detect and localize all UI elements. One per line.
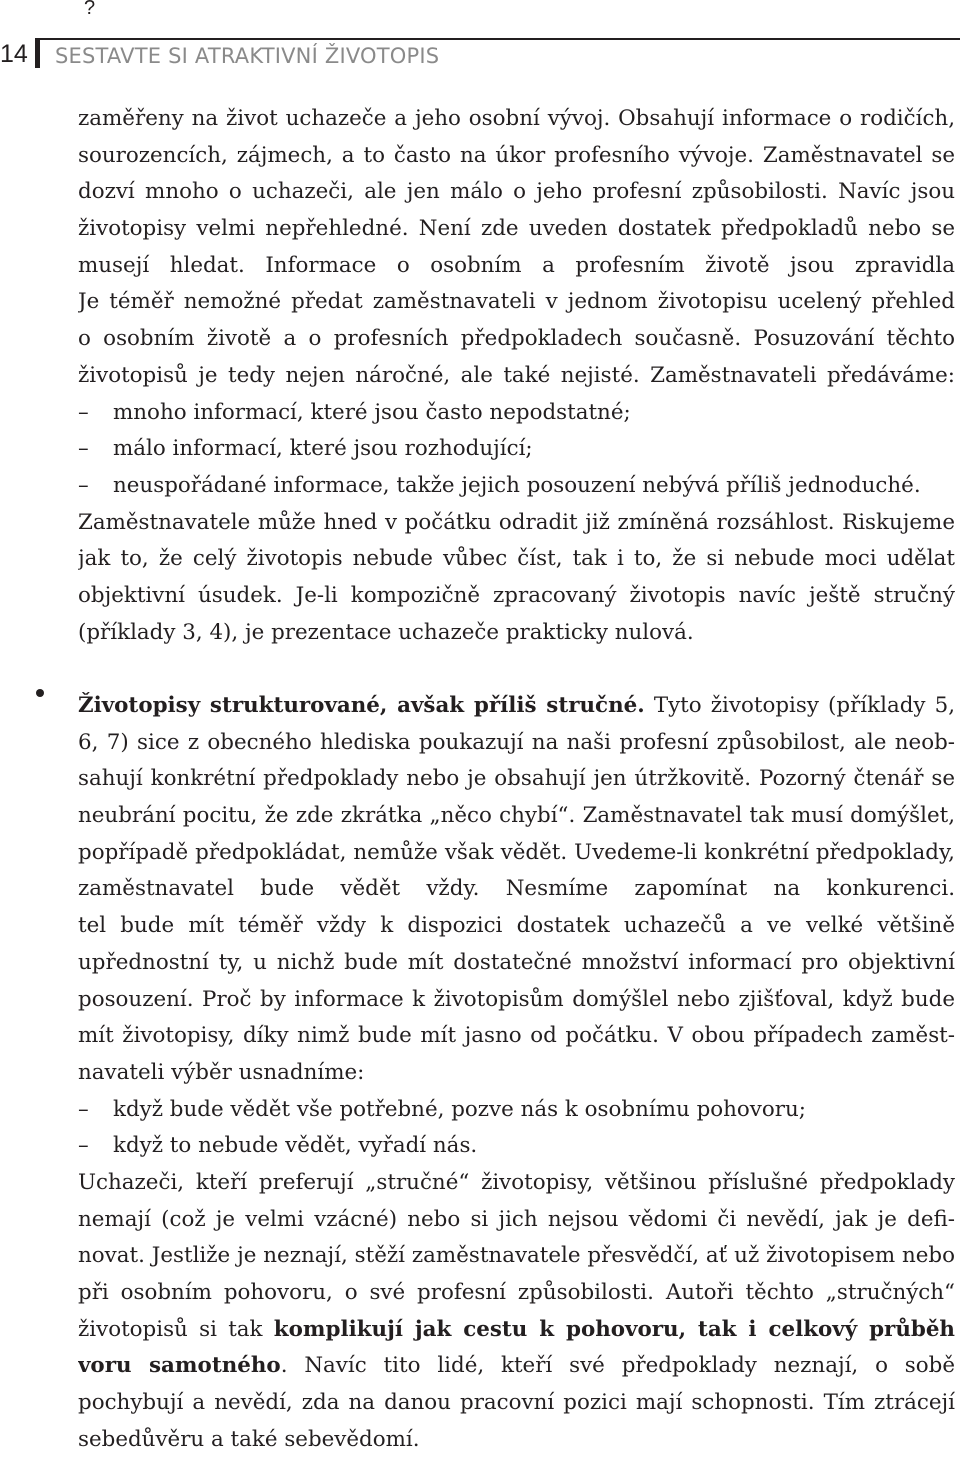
text-line: sebedůvěru a také sebevědomí. [78, 1426, 420, 1452]
text-line: Zaměstnavatele může hned v počátku odradit již zmíněná rozsáhlost. Riskujeme [78, 509, 955, 535]
text-line: voru samotného. Navíc tito lidé, kteří své předpoklady neznají, o sobě [78, 1353, 955, 1379]
text-line: při osobním pohovoru, o své profesní způsobilosti. Autoři těchto „stručných“ [78, 1280, 955, 1305]
header-bar [35, 38, 40, 68]
text-line: 6, 7) sice z obecného hlediska poukazují na naši profesní způsobilost, ale neob- [78, 729, 955, 755]
text-line: objektivní úsudek. Je-li kompozičně zpracovaný životopis navíc ještě stručný [78, 582, 955, 608]
list-item [78, 431, 955, 468]
dash-mark: – [78, 1133, 89, 1159]
text-line: nemají (což je velmi vzácné) nebo si jich nejsou vědomi či nevědí, jak je defi- [78, 1206, 955, 1232]
text-line: novat. Jestliže je neznají, stěží zaměstnavatele přesvědčí, ať už životopisem nebo [78, 1243, 955, 1269]
bullet-icon [36, 689, 44, 697]
chapter-title: SESTAVTE SI ATRAKTIVNÍ ŽIVOTOPIS [55, 44, 440, 68]
text-line: životopisy velmi nepřehledné. Není zde uveden dostatek předpokladů nebo se [78, 216, 955, 242]
text-line: posouzení. Proč by informace k životopisům domýšlel nebo zjišťoval, když bude [78, 986, 955, 1012]
list-item [78, 1092, 955, 1129]
dash-mark: – [78, 399, 89, 425]
text-line: musejí hledat. Informace o osobním a profesním životě jsou zpravidla [78, 252, 955, 278]
section-heading-line: Životopisy strukturované, avšak příliš stručné. Tyto životopisy (příklady 5, [78, 693, 955, 718]
text-line: životopisů je tedy nejen náročné, ale také nejisté. Zaměstnavateli předáváme: [78, 362, 955, 388]
list-item-text: málo informací, které jsou rozhodující; [113, 436, 533, 462]
text-line: dozví mnoho o uchazeči, ale jen málo o jeho profesní způsobilosti. Navíc jsou [78, 179, 955, 205]
text-line: navateli výběr usnadníme: [78, 1059, 365, 1085]
text-line: tel bude mít téměř vždy k dispozici dostatek uchazečů a ve velké většině [78, 913, 955, 939]
corner-question-mark: ? [84, 0, 96, 19]
list-item-text: mnoho informací, které jsou často nepodstatné; [113, 399, 631, 425]
list-item [78, 468, 955, 505]
text-line: životopisů si tak komplikují jak cestu k pohovoru, tak i celkový průběh [78, 1312, 955, 1349]
header-rule [35, 38, 960, 40]
text-line: zaměřeny na život uchazeče a jeho osobní vývoj. Obsahují informace o rodičích, [78, 106, 955, 131]
page-header [0, 38, 960, 78]
text-line: o osobním životě a o profesních předpokladech současně. Posuzování těchto [78, 326, 955, 352]
text-line: pochybují a nevědí, zda na danou pracovní pozici mají schopnosti. Tím ztrácejí [78, 1390, 955, 1416]
list-item-text: když to nebude vědět, vyřadí nás. [113, 1133, 478, 1159]
text-line: Je téměř nemožné předat zaměstnavateli v jednom životopisu ucelený přehled [78, 289, 955, 315]
text-line: jak to, že celý životopis nebude vůbec číst, tak i to, že si nebude moci udělat [78, 546, 955, 572]
text-line: sourozencích, zájmech, a to často na úkor profesního vývoje. Zaměstnavatel se [78, 142, 955, 168]
text-line: zaměstnavatel bude vědět vždy. Nesmíme zapomínat na konkurenci. [78, 876, 955, 902]
text-line: neubrání pocitu, že zde zkrátka „něco chybí“. Zaměstnavatel tak musí domýšlet, [78, 803, 955, 829]
list-item [78, 395, 955, 432]
text-line: mít životopisy, díky nimž bude mít jasno od počátku. V obou případech zaměst- [78, 1023, 955, 1049]
list-item-text: když bude vědět vše potřebné, pozve nás k osobnímu pohovoru; [113, 1096, 806, 1122]
dash-mark: – [78, 1096, 89, 1122]
dash-mark: – [78, 436, 89, 462]
text-line: sahují konkrétní předpoklady nebo je obsahují jen útržkovitě. Pozorný čtenář se [78, 766, 955, 792]
bold-phrase: komplikují jak cestu k pohovoru, tak i celkový průběh [273, 1316, 955, 1342]
text-line: (příklady 3, 4), je prezentace uchazeče prakticky nulová. [78, 619, 694, 645]
body-text [78, 101, 955, 1458]
text-line: Uchazeči, kteří preferují „stručné“ životopisy, většinou příslušné předpoklady [78, 1169, 955, 1195]
text-line: upřednostní ty, u nichž bude mít dostatečné množství informací pro objektivní [78, 949, 955, 975]
page-number: 14 [0, 40, 28, 68]
dash-mark: – [78, 472, 89, 498]
list-item [78, 1128, 955, 1165]
bold-phrase: voru samotného [78, 1353, 281, 1379]
list-item-text: neuspořádané informace, takže jejich posouzení nebývá příliš jednoduché. [113, 472, 921, 498]
text-line: popřípadě předpokládat, nemůže však vědět. Uvedeme-li konkrétní předpoklady, [78, 839, 955, 865]
section-heading: Životopisy strukturované, avšak příliš stručné. [78, 693, 645, 718]
